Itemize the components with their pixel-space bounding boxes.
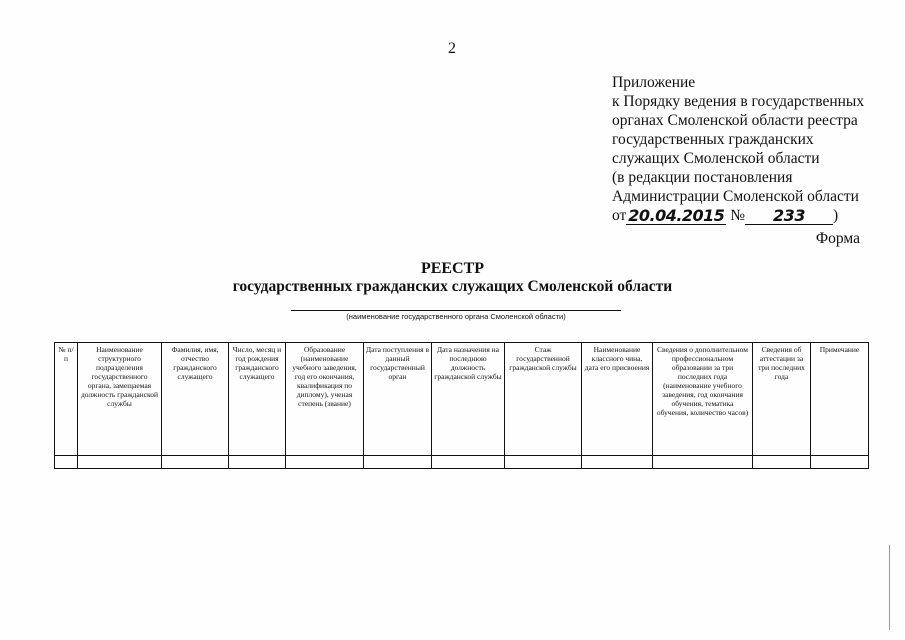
header-cell-further-education: Сведения о дополнительном профессиональном образовании за три последних года (наименование учебного заведения, год окончания обучения, тематика обучения, количество часов) <box>653 343 753 456</box>
page-number: 2 <box>448 40 456 57</box>
number-blank <box>745 206 833 225</box>
header-cell-appointment-date: Дата назначения на последнюю должность гражданской службы <box>432 343 505 456</box>
header-cell-service-length: Стаж государственной гражданской службы <box>505 343 582 456</box>
header-cell-department: Наименование структурного подразделения государственного органа, замещаемая должность гражданской службы <box>78 343 162 456</box>
appendix-line: Приложение <box>612 74 696 91</box>
document-title: РЕЕСТР <box>420 260 485 277</box>
form-label: Форма <box>815 230 860 247</box>
table-cell <box>78 456 162 469</box>
appendix-date-line <box>612 206 897 225</box>
register-table <box>54 342 869 469</box>
org-name-caption: (наименование государственного органа Смоленской области) <box>346 312 566 321</box>
table-cell <box>286 456 364 469</box>
table-cell <box>582 456 653 469</box>
appendix-line: служащих Смоленской области <box>612 150 820 167</box>
table-header-row <box>55 343 869 456</box>
table-cell <box>653 456 753 469</box>
appendix-line: к Порядку ведения в государственных <box>612 93 865 110</box>
handwritten-number: 233 <box>773 206 805 225</box>
closing-paren: ) <box>833 207 839 224</box>
handwritten-date: 20.04.2015 <box>628 206 725 225</box>
header-cell-class-rank: Наименование классного чина, дата его присвоения <box>582 343 653 456</box>
table-cell <box>229 456 286 469</box>
scan-edge-mark <box>889 545 890 630</box>
header-cell-note: Примечание <box>811 343 869 456</box>
org-name-line <box>291 310 621 311</box>
table-cell <box>505 456 582 469</box>
header-cell-education: Образование (наименование учебного заведения, год его окончания, квалификация по диплому), ученая степень (звание) <box>286 343 364 456</box>
appendix-line: органах Смоленской области реестра <box>612 112 858 129</box>
header-cell-attestation: Сведения об аттестации за три последних года <box>753 343 811 456</box>
document-subtitle: государственных гражданских служащих Смоленской области <box>232 278 673 295</box>
table-cell <box>811 456 869 469</box>
appendix-line: (в редакции постановления <box>612 169 793 186</box>
date-blank <box>626 206 726 225</box>
table-cell <box>55 456 78 469</box>
header-cell-full-name: Фамилия, имя, отчество гражданского служащего <box>162 343 229 456</box>
table-cell <box>753 456 811 469</box>
header-cell-birth-date: Число, месяц и год рождения гражданского служащего <box>229 343 286 456</box>
date-prefix: от <box>612 207 627 224</box>
appendix-line: государственных гражданских <box>612 131 814 148</box>
table-cell <box>364 456 432 469</box>
appendix-block <box>612 73 897 225</box>
header-cell-entry-date: Дата поступления в данный государственный орган <box>364 343 432 456</box>
header-cell-number: № п/п <box>55 343 78 456</box>
table-cell <box>162 456 229 469</box>
number-prefix: № <box>730 207 745 224</box>
table-row <box>55 456 869 469</box>
appendix-line: Администрации Смоленской области <box>612 188 859 205</box>
table-cell <box>432 456 505 469</box>
